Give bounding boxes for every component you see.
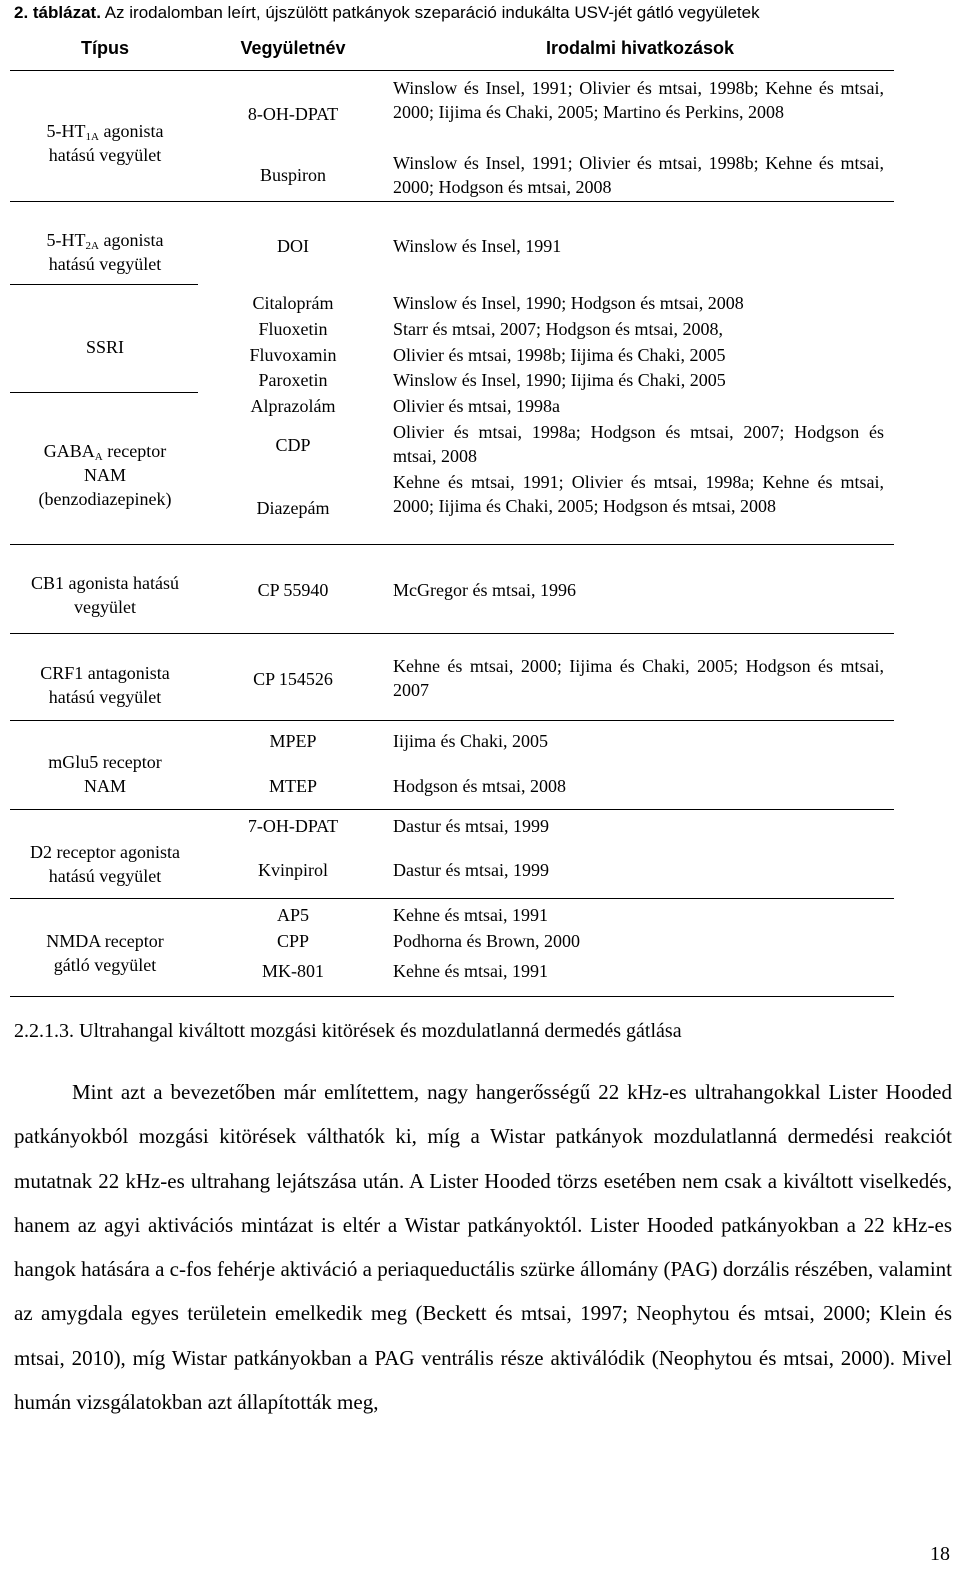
type-text: 5-HT bbox=[46, 121, 86, 141]
compound-name: CP 154526 bbox=[253, 669, 333, 689]
compound-name: CP 55940 bbox=[257, 580, 329, 600]
compound-name: MK-801 bbox=[262, 961, 324, 981]
header-type: Típus bbox=[81, 38, 129, 58]
row-divider bbox=[10, 720, 894, 721]
compound-name: AP5 bbox=[276, 905, 309, 925]
compound-name: Alprazolám bbox=[250, 396, 336, 416]
refs-cell: Winslow és Insel, 1991; Olivier és mtsai, 1998b; Kehne és mtsai, 2000; Iijima és Chaki, 2005; Martino és Perkins, 2008 bbox=[393, 78, 884, 122]
type-sub: A bbox=[94, 451, 103, 463]
type-d2 bbox=[10, 840, 200, 888]
compound-name: Kvinpirol bbox=[258, 860, 328, 880]
compound-name: CPP bbox=[276, 931, 310, 951]
refs-cell: Winslow és Insel, 1990; Hodgson és mtsai, 2008 bbox=[393, 293, 744, 313]
type-text: hatású vegyület bbox=[48, 145, 162, 165]
type-sub: 1A bbox=[85, 131, 99, 143]
type-text: agonista bbox=[98, 121, 164, 141]
header-compound: Vegyületnév bbox=[240, 38, 346, 58]
compound-name: Fluoxetin bbox=[258, 319, 328, 339]
type-text: gátló vegyület bbox=[53, 955, 157, 975]
section-heading: 2.2.1.3. Ultrahangal kiváltott mozgási kitörések és mozdulatlanná dermedés gátlása bbox=[14, 1020, 682, 1042]
row-divider bbox=[10, 201, 894, 202]
type-text: receptor bbox=[102, 441, 167, 461]
caption-text: Az irodalomban leírt, újszülött patkányok szeparáció indukálta USV-jét gátló vegyületek bbox=[104, 3, 760, 22]
compound-name: 8-OH-DPAT bbox=[247, 104, 339, 124]
type-gaba bbox=[10, 439, 200, 511]
compound-name: Paroxetin bbox=[258, 370, 328, 390]
refs-cell: Iijima és Chaki, 2005 bbox=[393, 731, 548, 751]
type-5ht2a bbox=[10, 228, 200, 276]
header-refs: Irodalmi hivatkozások bbox=[545, 38, 735, 58]
type-crf1 bbox=[10, 661, 200, 709]
row-divider bbox=[10, 392, 198, 393]
type-5ht1a bbox=[10, 119, 200, 167]
refs-cell: Olivier és mtsai, 1998a; Hodgson és mtsai, 2007; Hodgson és mtsai, 2008 bbox=[393, 422, 884, 466]
refs-cell: Winslow és Insel, 1990; Iijima és Chaki, 2005 bbox=[393, 370, 726, 390]
type-text: 5-HT bbox=[46, 230, 86, 250]
compound-name: Citaloprám bbox=[252, 293, 334, 313]
refs-cell: Kehne és mtsai, 1991 bbox=[393, 905, 548, 925]
type-text: hatású vegyület bbox=[48, 866, 162, 886]
refs-cell: Winslow és Insel, 1991 bbox=[393, 236, 562, 256]
type-text: CB1 agonista hatású bbox=[31, 573, 179, 593]
refs-cell: Starr és mtsai, 2007; Hodgson és mtsai, 2008, bbox=[393, 319, 723, 339]
body-paragraph: Mint azt a bevezetőben már említettem, nagy hangerősségű 22 kHz-es ultrahangokkal Lister Hooded patkányokból mozgási kitörések válthatók ki, míg a Wistar patkányok mozdulatlanná dermedési reakciót mutatnak 22 kHz-es ultrahang lejátszása után. A Lister Hooded törzs esetében nem csak a kiváltott viselkedés, hanem az agyi aktivációs mintázat is eltér a Wistar patkányoktól. Lister Hooded patkányokban a 22 kHz-es hangok hatására a c-fos fehérje aktiváció a periaqueductális szürke állomány (PAG) dorzális részében, valamint az amygdala egyes területein emelkedik meg (Beckett és mtsai, 1997; Neophytou és mtsai, 2000; Klein és mtsai, 2010), míg Wistar patkányokban a PAG ventrális része aktiválódik (Neophytou és mtsai, 2000). Mivel humán vizsgálatokban azt állapították meg, bbox=[14, 1080, 953, 1415]
type-text: D2 receptor agonista bbox=[30, 842, 180, 862]
type-text: GABA bbox=[43, 441, 95, 461]
type-nmda bbox=[10, 929, 200, 977]
row-divider bbox=[10, 898, 894, 899]
type-sub: 2A bbox=[85, 240, 99, 252]
refs-cell: Kehne és mtsai, 2000; Iijima és Chaki, 2005; Hodgson és mtsai, 2007 bbox=[393, 656, 884, 700]
compound-name: DOI bbox=[277, 236, 309, 256]
type-text: (benzodiazepinek) bbox=[38, 489, 172, 509]
compound-name: CDP bbox=[275, 435, 311, 455]
type-text: mGlu5 receptor bbox=[48, 752, 162, 772]
type-text: vegyület bbox=[74, 597, 136, 617]
type-cb1 bbox=[10, 571, 200, 619]
compound-name: Fluvoxamin bbox=[249, 345, 337, 365]
type-text: agonista bbox=[98, 230, 164, 250]
header-rule bbox=[10, 70, 894, 71]
row-divider bbox=[10, 633, 894, 634]
row-divider bbox=[10, 284, 198, 285]
refs-cell: Kehne és mtsai, 1991 bbox=[393, 961, 548, 981]
type-text: hatású vegyület bbox=[48, 687, 162, 707]
compound-name: Diazepám bbox=[256, 498, 330, 518]
compound-name: MPEP bbox=[269, 731, 317, 751]
refs-cell: Olivier és mtsai, 1998a bbox=[393, 396, 560, 416]
compound-name: Buspiron bbox=[259, 165, 326, 185]
refs-cell: Podhorna és Brown, 2000 bbox=[393, 931, 580, 951]
type-text: hatású vegyület bbox=[48, 254, 162, 274]
page-number: 18 bbox=[930, 1543, 950, 1565]
type-text: NMDA receptor bbox=[46, 931, 164, 951]
caption-label: 2. táblázat. bbox=[14, 3, 101, 22]
type-text: NAM bbox=[83, 776, 126, 796]
refs-cell: Winslow és Insel, 1991; Olivier és mtsai, 1998b; Kehne és mtsai, 2000; Hodgson és mtsai, 2008 bbox=[393, 153, 884, 197]
refs-cell: Olivier és mtsai, 1998b; Iijima és Chaki, 2005 bbox=[393, 345, 726, 365]
refs-cell: Kehne és mtsai, 1991; Olivier és mtsai, 1998a; Kehne és mtsai, 2000; Iijima és Chaki, 2005; Hodgson és mtsai, 2008 bbox=[393, 472, 884, 516]
table-bottom-rule bbox=[10, 996, 894, 997]
type-ssri: SSRI bbox=[85, 337, 125, 357]
refs-cell: Hodgson és mtsai, 2008 bbox=[393, 776, 566, 796]
refs-cell: Dastur és mtsai, 1999 bbox=[393, 816, 549, 836]
compound-name: MTEP bbox=[268, 776, 317, 796]
row-divider bbox=[10, 809, 894, 810]
type-text: CRF1 antagonista bbox=[40, 663, 170, 683]
table-caption bbox=[14, 3, 760, 23]
type-mglu5 bbox=[10, 750, 200, 798]
refs-cell: Dastur és mtsai, 1999 bbox=[393, 860, 549, 880]
type-text: NAM bbox=[83, 465, 126, 485]
row-divider bbox=[10, 544, 894, 545]
refs-cell: McGregor és mtsai, 1996 bbox=[393, 580, 576, 600]
compound-name: 7-OH-DPAT bbox=[247, 816, 339, 836]
